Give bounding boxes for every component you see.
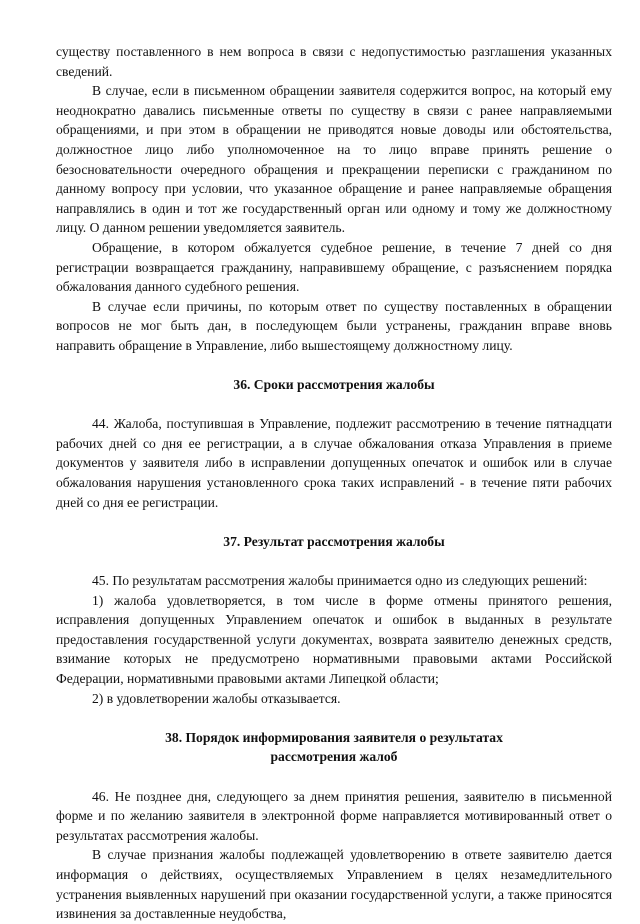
paragraph-44: 44. Жалоба, поступившая в Управление, подлежит рассмотрению в течение пятнадцати рабочих дней со дня ее регистрации, а в случае обжалования отказа Управления в приеме документов у заявителя либо в исправлении допущенных опечаток и ошибок или в случае обжалования нарушения установленного срока таких исправлений - в течение пяти рабочих дней со дня ее регистрации. [56, 416, 612, 510]
heading-section-38-line2: рассмотрения жалоб [270, 749, 398, 765]
spacer [56, 356, 612, 376]
paragraph-reasons-eliminated: В случае если причины, по которым ответ по существу поставленных в обращении вопросов не мог быть дан, в последующем были устранены, гражданин вправе вновь направить обращение в Управление, либо вышестоящему должностному лицу. [56, 298, 612, 353]
heading-section-37: 37. Результат рассмотрения жалобы [223, 533, 445, 549]
document-page [56, 42, 612, 924]
paragraph-45: 45. По результатам рассмотрения жалобы принимается одно из следующих решений: [92, 573, 588, 589]
spacer [56, 708, 612, 728]
paragraph-repeated-appeal: В случае, если в письменном обращении заявителя содержится вопрос, на который ему неоднократно давались письменные ответы по существу в связи с ранее направляемыми обращениями, и при этом в обращении не приводятся новые доводы или обстоятельства, должностное лицо либо уполномоченное на то лицо вправе принять решение о безосновательности очередного обращения и прекращении переписки с гражданином по данному вопросу при условии, что указанное обращение и ранее направляемые обращения направлялись в один и тот же государственный орган или одному и тому же должностному лицу. О данном решении уведомляется заявитель. [56, 83, 612, 236]
paragraph-court-decision: Обращение, в котором обжалуется судебное решение, в течение 7 дней со дня регистрации возвращается гражданину, направившему обращение, с разъяснением порядка обжалования данного судебного решения. [56, 239, 612, 295]
paragraph-continuation: существу поставленного в нем вопроса в связи с недопустимостью разглашения указанных сведений. [56, 44, 612, 79]
paragraph-45-item-1: 1) жалоба удовлетворяется, в том числе в форме отмены принятого решения, исправления допущенных Управлением опечаток и ошибок в выданных в результате предоставления государственной услуги документах, возврата заявителю денежных средств, взимание которых не предусмотрено нормативными правовыми актами Российской Федерации, нормативными правовыми актами Липецкой области; [56, 592, 612, 686]
paragraph-45-item-2: 2) в удовлетворении жалобы отказывается. [92, 690, 341, 706]
paragraph-46-satisfied: В случае признания жалобы подлежащей удовлетворению в ответе заявителю дается информация о действиях, осуществляемых Управлением в целях незамедлительного устранения выявленных нарушений при оказании государственной услуги, а также приносятся извинения за доставленные неудобства, [56, 847, 612, 922]
paragraph-46: 46. Не позднее дня, следующего за днем принятия решения, заявителю в письменной форме и по желанию заявителя в электронной форме направляется мотивированный ответ о результатах рассмотрения жалобы. [56, 788, 612, 843]
spacer [56, 551, 612, 571]
heading-section-36: 36. Сроки рассмотрения жалобы [233, 377, 435, 393]
heading-section-38-line1: 38. Порядок информирования заявителя о результатах [165, 729, 503, 745]
spacer [56, 767, 612, 787]
spacer [56, 512, 612, 532]
spacer [56, 395, 612, 415]
